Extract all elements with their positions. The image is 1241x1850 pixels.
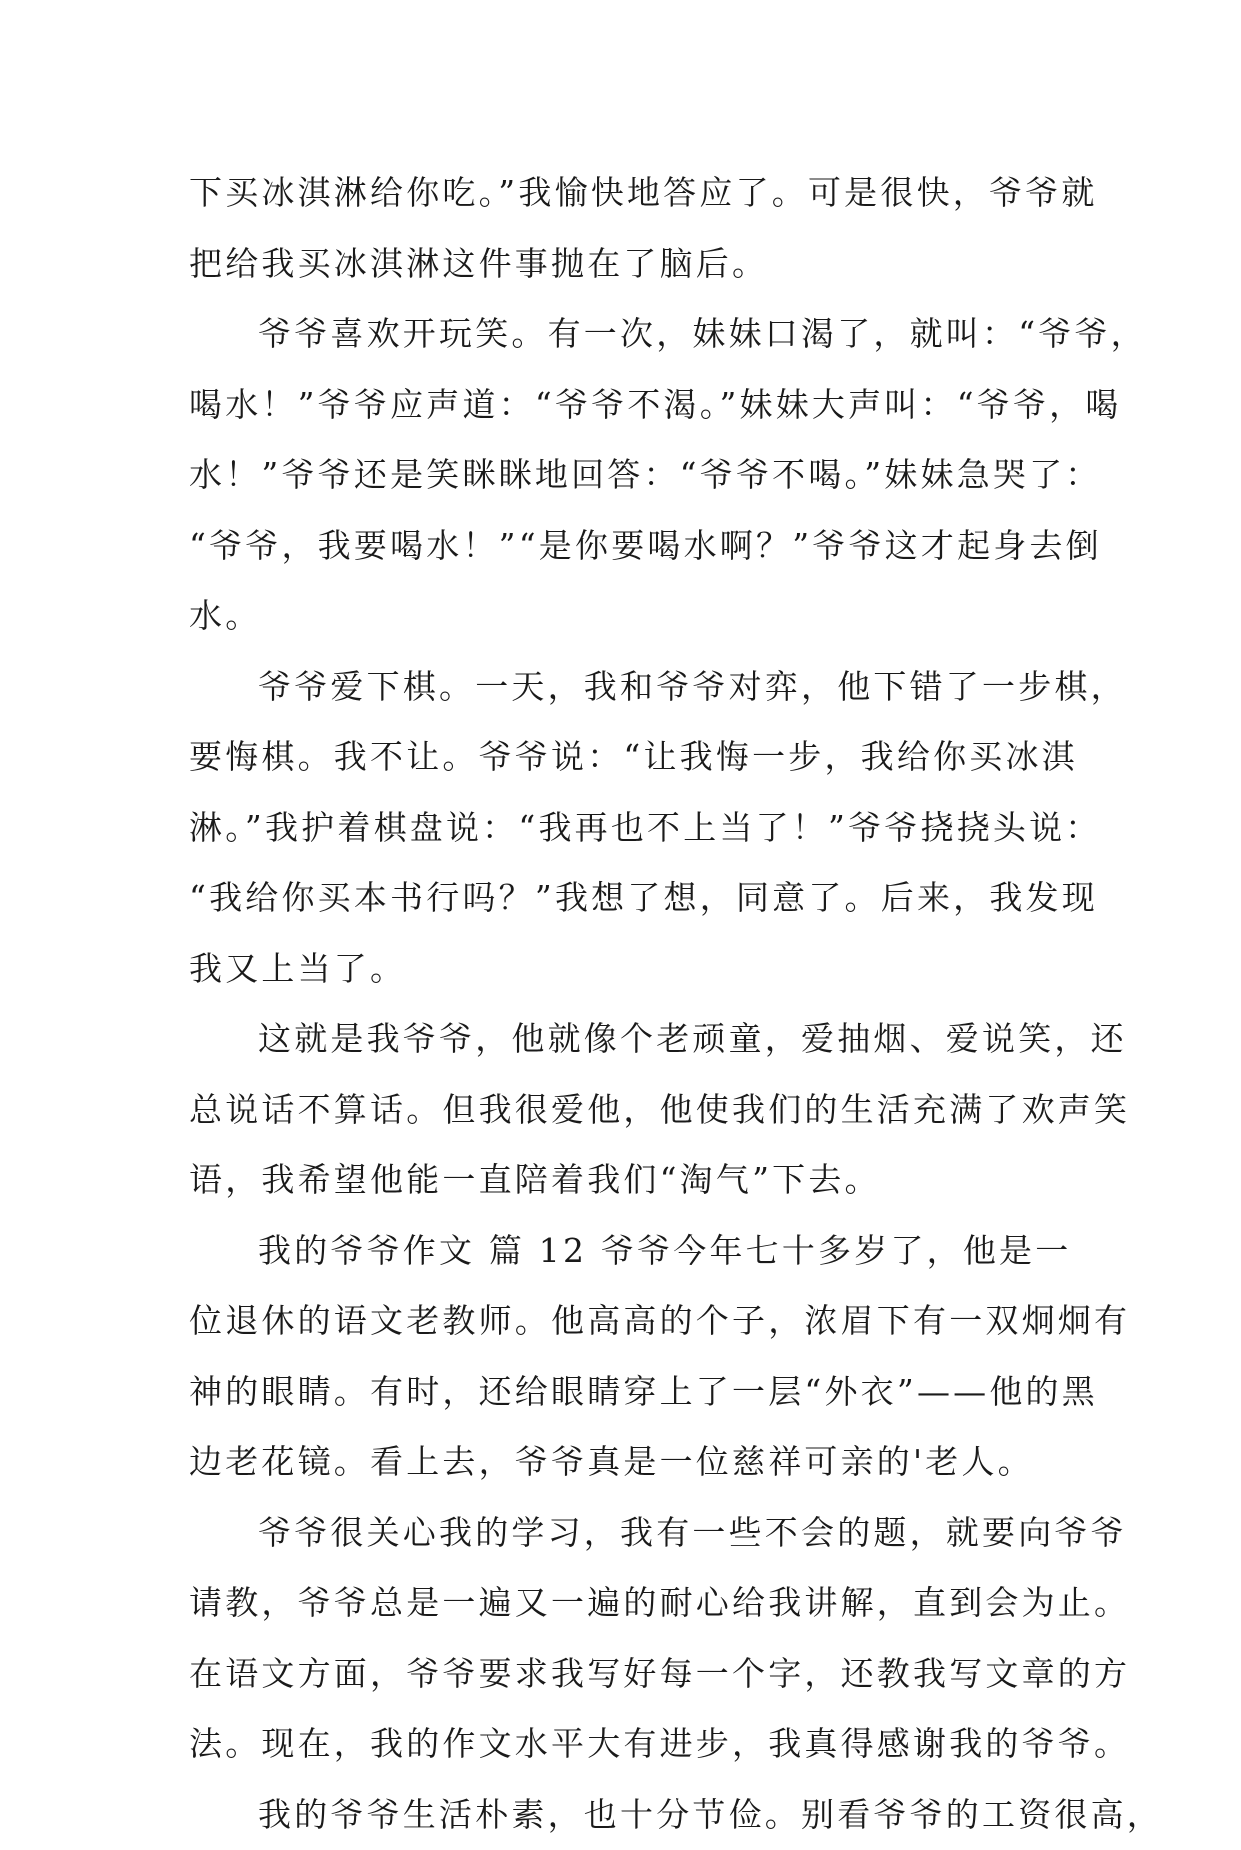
text-line: 这就是我爷爷，他就像个老顽童，爱抽烟、爱说笑，还 (189, 1004, 1069, 1075)
document-body (189, 158, 1069, 1850)
text-line: 爷爷爱下棋。一天，我和爷爷对弈，他下错了一步棋， (189, 652, 1069, 723)
text-line: 我的爷爷生活朴素，也十分节俭。别看爷爷的工资很高， (189, 1780, 1069, 1850)
text-line: 淋。”我护着棋盘说：“我再也不上当了！”爷爷挠挠头说： (189, 793, 1069, 864)
text-line: 神的眼睛。有时，还给眼睛穿上了一层“外衣”——他的黑 (189, 1357, 1069, 1428)
text-line: 水！”爷爷还是笑眯眯地回答：“爷爷不喝。”妹妹急哭了： (189, 440, 1069, 511)
text-line: 要悔棋。我不让。爷爷说：“让我悔一步，我给你买冰淇 (189, 722, 1069, 793)
text-line: 在语文方面，爷爷要求我写好每一个字，还教我写文章的方 (189, 1639, 1069, 1710)
text-line: “我给你买本书行吗？”我想了想，同意了。后来，我发现 (189, 863, 1069, 934)
text-line: 语，我希望他能一直陪着我们“淘气”下去。 (189, 1145, 1069, 1216)
text-line: 爷爷很关心我的学习，我有一些不会的题，就要向爷爷 (189, 1498, 1069, 1569)
text-line: 请教，爷爷总是一遍又一遍的耐心给我讲解，直到会为止。 (189, 1568, 1069, 1639)
text-line: 我的爷爷作文 篇 12 爷爷今年七十多岁了，他是一 (189, 1216, 1069, 1287)
text-line: “爷爷，我要喝水！”“是你要喝水啊？”爷爷这才起身去倒 (189, 511, 1069, 582)
text-line: 位退休的语文老教师。他高高的个子，浓眉下有一双炯炯有 (189, 1286, 1069, 1357)
text-line: 爷爷喜欢开玩笑。有一次，妹妹口渴了，就叫：“爷爷， (189, 299, 1069, 370)
text-line: 总说话不算话。但我很爱他，他使我们的生活充满了欢声笑 (189, 1075, 1069, 1146)
text-line: 喝水！”爷爷应声道：“爷爷不渴。”妹妹大声叫：“爷爷，喝 (189, 370, 1069, 441)
text-line: 法。现在，我的作文水平大有进步，我真得感谢我的爷爷。 (189, 1709, 1069, 1780)
text-line: 我又上当了。 (189, 934, 1069, 1005)
text-line: 下买冰淇淋给你吃。”我愉快地答应了。可是很快，爷爷就 (189, 158, 1069, 229)
text-line: 把给我买冰淇淋这件事抛在了脑后。 (189, 229, 1069, 300)
text-line: 边老花镜。看上去，爷爷真是一位慈祥可亲的'老人。 (189, 1427, 1069, 1498)
text-line: 水。 (189, 581, 1069, 652)
